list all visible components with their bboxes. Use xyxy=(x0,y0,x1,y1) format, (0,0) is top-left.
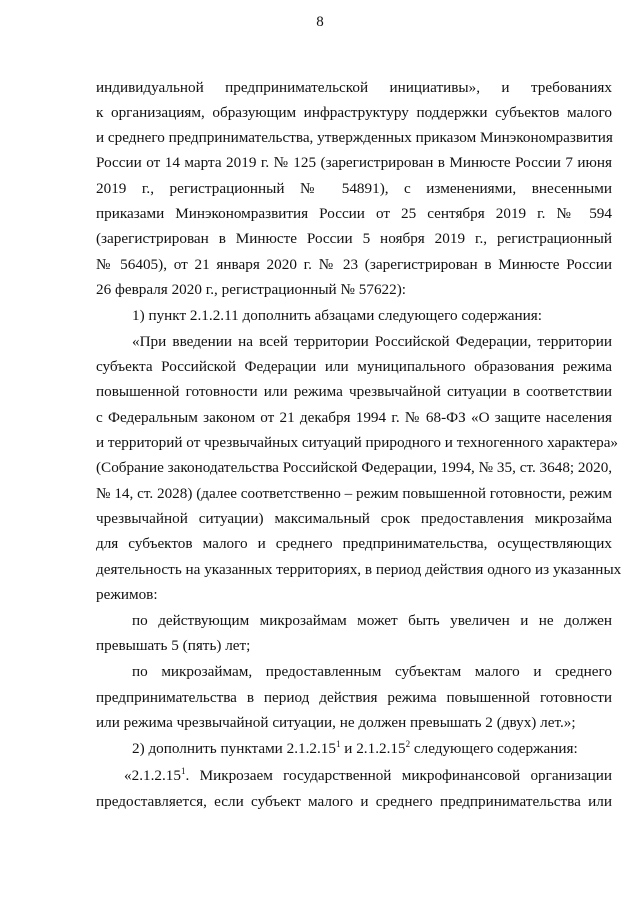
text-line: повышенной готовности или режима чрезвычайной ситуации в соответствии xyxy=(96,383,612,400)
text-line: предоставляется, если субъект малого и среднего предпринимательства или xyxy=(96,793,612,810)
superscript: 2 xyxy=(405,739,411,749)
text-line: по микрозаймам, предоставленным субъектам малого и среднего xyxy=(132,663,612,680)
text-line: деятельность на указанных территориях, в период действия одного из указанных xyxy=(96,561,622,578)
text-fragment: следующего содержания: xyxy=(410,740,578,757)
text-line: № 56405), от 21 января 2020 г. № 23 (зарегистрирован в Минюсте России xyxy=(96,256,612,273)
superscript: 1 xyxy=(180,766,186,776)
text-line: (зарегистрирован в Минюсте России 5 ноября 2019 г., регистрационный xyxy=(96,230,612,247)
text-fragment: . Микрозаем государственной микрофинансовой организации xyxy=(185,767,612,784)
text-line: России от 14 марта 2019 г. № 125 (зарегистрирован в Минюсте России 7 июня xyxy=(96,154,612,171)
text-line: по действующим микрозаймам может быть увеличен и не должен xyxy=(132,612,612,629)
page-number: 8 xyxy=(316,14,324,30)
text-line: приказами Минэкономразвития России от 25 сентября 2019 г. № 594 xyxy=(96,205,612,222)
text-line: индивидуальной предпринимательской инициативы», и требованиях xyxy=(96,79,612,96)
text-line: (Собрание законодательства Российской Федерации, 1994, № 35, ст. 3648; 2020, xyxy=(96,459,613,476)
text-line: № 14, ст. 2028) (далее соответственно – режим повышенной готовности, режим xyxy=(96,485,612,502)
text-line: 2019 г., регистрационный № 54891), с изменениями, внесенными xyxy=(96,180,612,197)
superscript: 1 xyxy=(335,739,341,749)
text-line: к организациям, образующим инфраструктуру поддержки субъектов малого xyxy=(96,104,612,121)
text-line: 26 февраля 2020 г., регистрационный № 57622): xyxy=(96,281,407,298)
text-fragment: «2.1.2.15 xyxy=(124,767,181,784)
text-line: «При введении на всей территории Российской Федерации, территории xyxy=(132,333,612,350)
text-fragment: и 2.1.2.15 xyxy=(340,740,406,757)
text-fragment: 2) дополнить пунктами 2.1.2.15 xyxy=(132,740,336,757)
text-line: 1) пункт 2.1.2.11 дополнить абзацами следующего содержания: xyxy=(132,307,543,324)
text-line xyxy=(124,767,612,785)
text-line: превышать 5 (пять) лет; xyxy=(96,637,251,654)
text-line: или режима чрезвычайной ситуации, не должен превышать 2 (двух) лет.»; xyxy=(96,714,576,731)
text-line: и среднего предпринимательства, утвержденных приказом Минэкономразвития xyxy=(96,129,613,146)
text-line: и территорий от чрезвычайных ситуаций природного и техногенного характера» xyxy=(96,434,619,451)
text-line: субъекта Российской Федерации или муниципального образования режима xyxy=(96,358,612,375)
text-line: режимов: xyxy=(96,586,158,603)
text-line: для субъектов малого и среднего предпринимательства, осуществляющих xyxy=(96,535,612,552)
text-line xyxy=(132,740,612,758)
text-line: с Федеральным законом от 21 декабря 1994 г. № 68-ФЗ «О защите населения xyxy=(96,409,612,426)
text-line: чрезвычайной ситуации) максимальный срок предоставления микрозайма xyxy=(96,510,612,527)
text-line: предпринимательства в период действия режима повышенной готовности xyxy=(96,689,612,706)
